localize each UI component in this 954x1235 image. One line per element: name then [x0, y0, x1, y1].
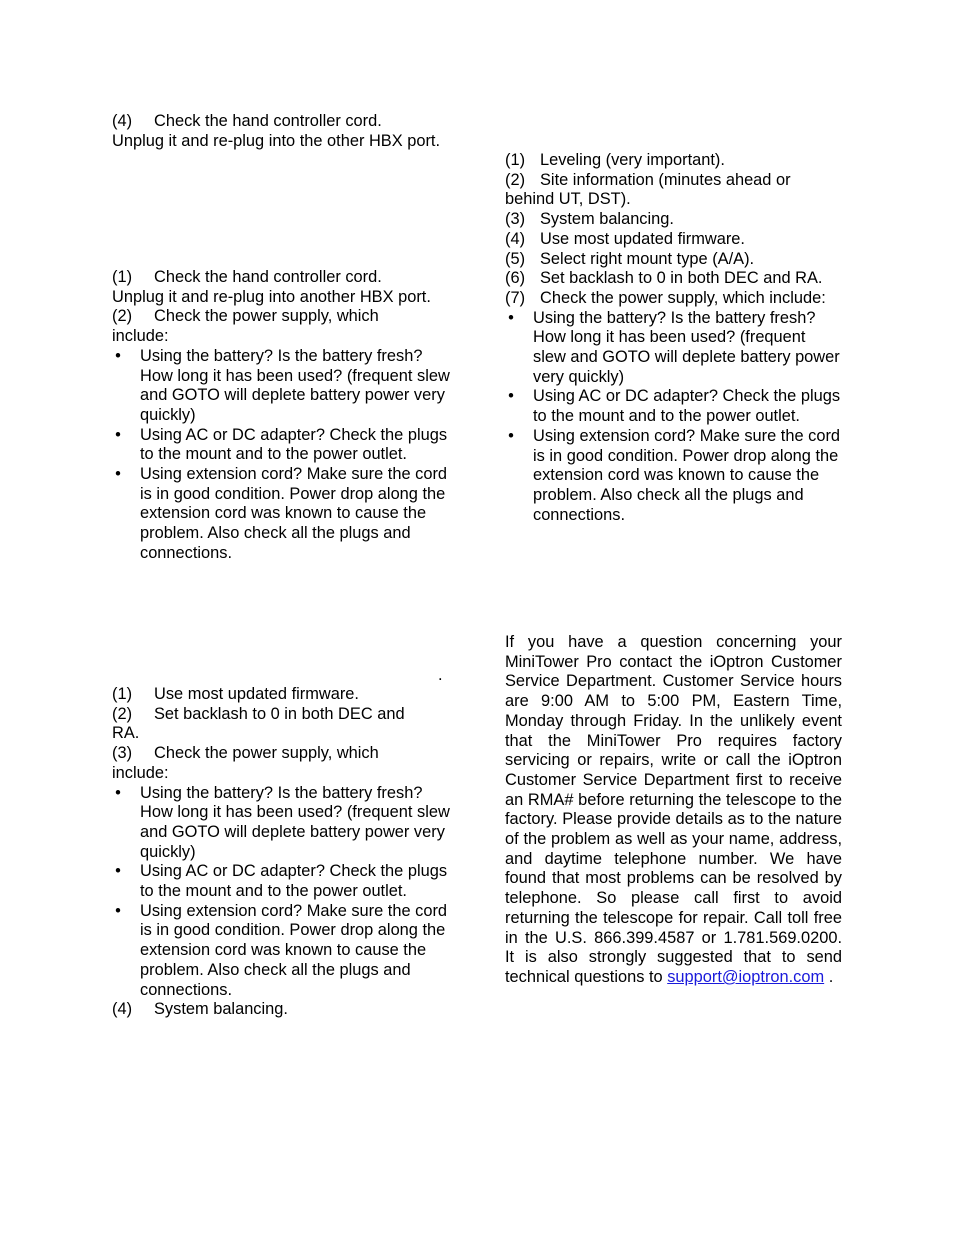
list-item: • Using AC or DC adapter? Check the plugs to the mount and to the power outlet.	[505, 387, 842, 426]
list-item: • Using the battery? Is the battery fresh? How long it has been used? (frequent slew and GOTO will deplete battery power very quickly)	[112, 347, 452, 426]
item-number: (7)	[505, 288, 526, 307]
list-item: • Using extension cord? Make sure the cord is in good condition. Power drop along the extension cord was known to cause the problem. Also check all the plugs and connections.	[112, 465, 452, 564]
left-section-2	[112, 268, 452, 564]
support-paragraph	[505, 633, 842, 988]
item-continuation: include:	[112, 763, 169, 782]
stray-dot: .	[438, 666, 443, 684]
item-continuation: behind UT, DST).	[505, 190, 631, 209]
bullet-list	[505, 309, 842, 526]
item-text: Select right mount type (A/A).	[540, 249, 755, 268]
item-continuation: Unplug it and re-plug into another HBX port.	[112, 287, 431, 306]
item-number: (4)	[112, 112, 133, 130]
item-number: (3)	[112, 744, 133, 763]
item-number: (5)	[505, 249, 526, 268]
left-section-3	[112, 685, 452, 1020]
bullet-icon: •	[115, 346, 121, 365]
item-number: (4)	[112, 1000, 133, 1019]
item-text: System balancing.	[154, 1000, 288, 1019]
support-text: If you have a question concerning your MiniTower Pro contact the iOptron Customer Service Department. Customer Service hours are 9:00 AM to 5:00 PM, Eastern Time, Monday through Friday. In the unlikely event that the MiniTower Pro requires factory servicing or repairs, write or call the iOptron Customer Service Department first to receive an RMA# before returning the telescope to the factory. Please provide details as to the nature of the problem as well as your name, address, and daytime telephone number. We have found that most problems can be resolved by telephone. So please call first to avoid returning the telescope for repair. Call toll free in the U.S. 866.399.4587 or 1.781.569.0200. It is also strongly suggested that to send technical questions to	[505, 633, 842, 986]
item-text: Check the power supply, which include:	[540, 288, 826, 307]
item-text: Check the power supply, which	[154, 307, 379, 326]
list-item: • Using the battery? Is the battery fresh? How long it has been used? (frequent slew and GOTO will deplete battery power very quickly)	[112, 784, 452, 863]
item-text: Set backlash to 0 in both DEC and	[154, 704, 405, 723]
item-number: (1)	[112, 685, 133, 703]
list-item: • Using extension cord? Make sure the cord is in good condition. Power drop along the extension cord was known to cause the problem. Also check all the plugs and connections.	[505, 427, 842, 526]
item-number: (1)	[112, 268, 133, 286]
list-item: • Using AC or DC adapter? Check the plugs to the mount and to the power outlet.	[112, 862, 452, 901]
right-section-1	[505, 151, 842, 525]
bullet-icon: •	[115, 425, 121, 444]
item-continuation: Unplug it and re-plug into the other HBX port.	[112, 131, 441, 150]
bullet-icon: •	[508, 426, 514, 445]
item-text: Leveling (very important).	[540, 151, 725, 169]
bullet-icon: •	[508, 308, 514, 327]
item-number: (2)	[505, 170, 526, 189]
list-item: • Using AC or DC adapter? Check the plugs to the mount and to the power outlet.	[112, 426, 452, 465]
item-number: (6)	[505, 269, 526, 288]
item-text: Check the power supply, which	[154, 744, 379, 763]
item-text: Use most updated firmware.	[154, 685, 359, 703]
list-item: • Using the battery? Is the battery fresh? How long it has been used? (frequent slew and GOTO will deplete battery power very quickly)	[505, 309, 842, 388]
item-text: System balancing.	[540, 210, 674, 229]
item-text: Check the hand controller cord.	[154, 112, 382, 130]
item-text: Check the hand controller cord.	[154, 268, 382, 286]
bullet-list	[112, 347, 452, 564]
item-number: (2)	[112, 704, 133, 723]
bullet-icon: •	[115, 862, 121, 881]
item-continuation: RA.	[112, 724, 140, 743]
list-item: • Using extension cord? Make sure the cord is in good condition. Power drop along the extension cord was known to cause the problem. Also check all the plugs and connections.	[112, 902, 452, 1001]
support-tail: .	[824, 967, 834, 986]
bullet-icon: •	[508, 387, 514, 406]
item-continuation: include:	[112, 327, 169, 346]
item-number: (4)	[505, 229, 526, 248]
support-email-link[interactable]: support@ioptron.com	[667, 967, 825, 986]
item-number: (3)	[505, 210, 526, 229]
item-text: Use most updated firmware.	[540, 229, 745, 248]
bullet-icon: •	[115, 465, 121, 484]
bullet-list	[112, 784, 452, 1001]
item-text: Site information (minutes ahead or	[540, 170, 791, 189]
bullet-icon: •	[115, 901, 121, 920]
bullet-icon: •	[115, 783, 121, 802]
item-text: Set backlash to 0 in both DEC and RA.	[540, 269, 823, 288]
item-number: (2)	[112, 307, 133, 326]
item-number: (1)	[505, 151, 526, 169]
left-section-1	[112, 112, 452, 151]
